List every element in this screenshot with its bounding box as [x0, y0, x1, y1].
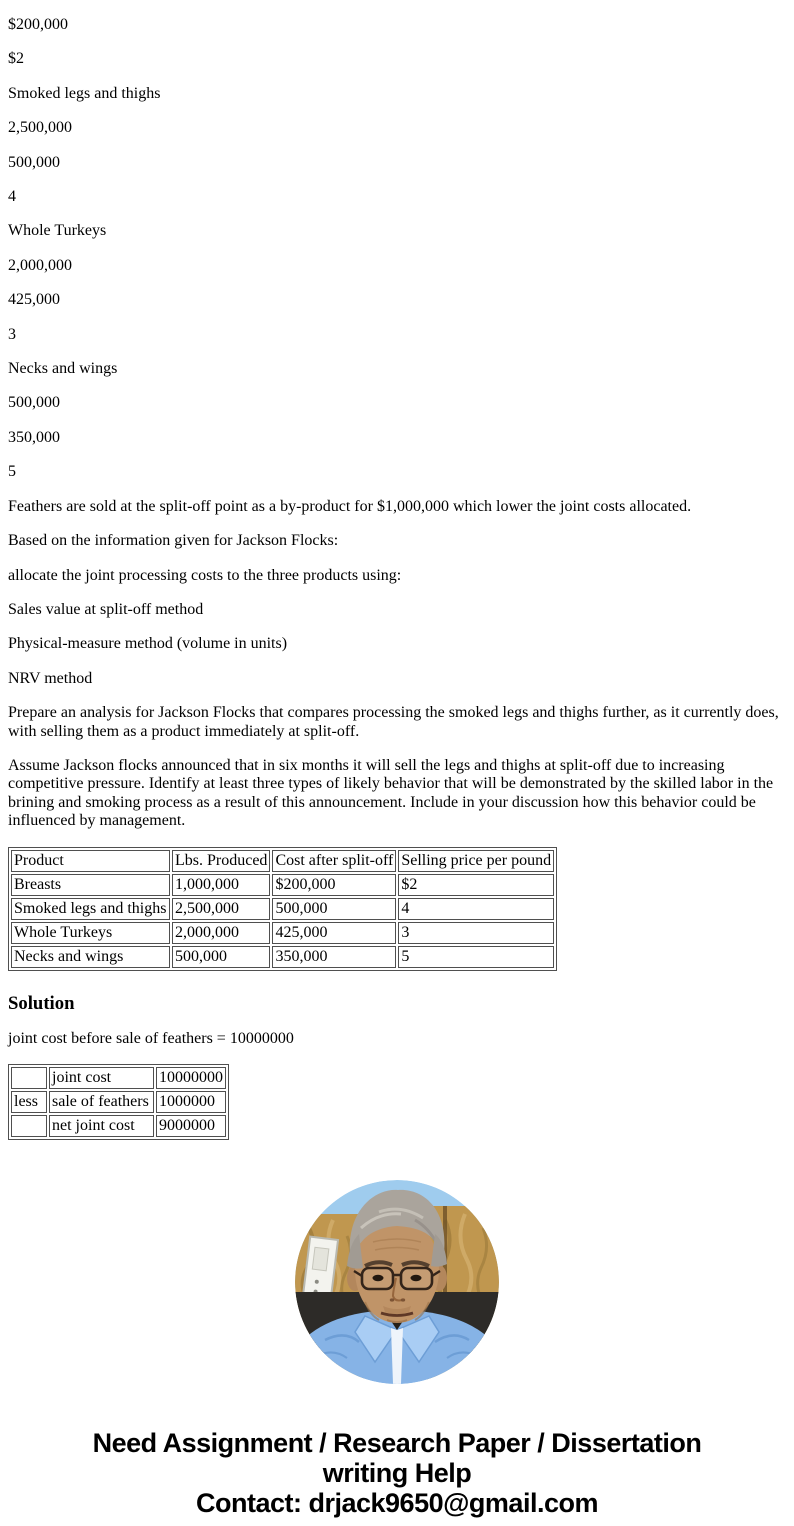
table-cell: net joint cost	[49, 1115, 154, 1137]
portrait-section	[8, 1180, 786, 1384]
table-header-row	[11, 850, 554, 872]
solution-heading: Solution	[8, 992, 75, 1014]
table-cell: 1,000,000	[172, 874, 270, 896]
table-cell: 4	[398, 898, 554, 920]
joint-cost-calc-table	[8, 1064, 229, 1140]
table-cell: Breasts	[11, 874, 170, 896]
table-cell: $200,000	[272, 874, 396, 896]
footer-line: writing Help	[322, 1457, 472, 1488]
footer-help-heading	[8, 1428, 786, 1518]
value-line: Smoked legs and thighs	[8, 84, 161, 102]
table-row	[11, 874, 554, 896]
table-cell	[11, 1115, 47, 1137]
value-line: $200,000	[8, 16, 68, 33]
question-text: NRV method	[8, 669, 93, 687]
table-cell: Whole Turkeys	[11, 922, 170, 944]
question-text: allocate the joint processing costs to the three products using:	[8, 566, 402, 584]
value-line: Necks and wings	[8, 360, 118, 378]
table-cell: $2	[398, 874, 554, 896]
footer-line: Need Assignment / Research Paper / Dissertation	[92, 1427, 702, 1458]
question-text: Prepare an analysis for Jackson Flocks that compares processing the smoked legs and thighs further, as it currently does, with selling them as a product immediately at split-off.	[8, 704, 779, 740]
table-cell: 5	[398, 946, 554, 968]
value-line: 425,000	[8, 291, 60, 309]
table-header-cell: Lbs. Produced	[172, 850, 270, 872]
table-header-cell: Product	[11, 850, 170, 872]
table-row	[11, 946, 554, 968]
table-row	[11, 1115, 226, 1137]
table-cell: 2,000,000	[172, 922, 270, 944]
footer-contact-email: Contact: drjack9650@gmail.com	[196, 1487, 598, 1518]
value-line: 3	[8, 325, 16, 343]
table-row	[11, 922, 554, 944]
table-cell: 10000000	[156, 1067, 226, 1089]
question-text: Based on the information given for Jackson Flocks:	[8, 532, 339, 550]
table-row	[11, 1091, 226, 1113]
table-cell: 500,000	[272, 898, 396, 920]
question-text: Feathers are sold at the split-off point as a by-product for $1,000,000 which lower the joint costs allocated.	[8, 497, 692, 515]
table-row	[11, 898, 554, 920]
table-cell	[11, 1067, 47, 1089]
table-cell: 500,000	[172, 946, 270, 968]
table-cell: sale of feathers	[49, 1091, 154, 1113]
table-cell: less	[11, 1091, 47, 1113]
value-line: 5	[8, 463, 16, 481]
value-line: 4	[8, 188, 16, 206]
table-cell: Smoked legs and thighs	[11, 898, 170, 920]
person-portrait-image	[295, 1180, 499, 1384]
table-cell: 350,000	[272, 946, 396, 968]
value-line: 2,000,000	[8, 256, 72, 274]
product-table	[8, 847, 557, 971]
table-cell: joint cost	[49, 1067, 154, 1089]
question-text: Physical-measure method (volume in units)	[8, 635, 288, 653]
question-text: Assume Jackson flocks announced that in six months it will sell the legs and thighs at split-off due to increasing competitive pressure. Identify at least three types of likely behavior that will be demonstrated by the skilled labor in the brining and smoking process as a result of this announcement. Include in your discussion how this behavior could be influenced by management.	[8, 756, 774, 830]
table-cell: 1000000	[156, 1091, 226, 1113]
table-cell: 425,000	[272, 922, 396, 944]
value-line: 2,500,000	[8, 119, 72, 137]
table-cell: 2,500,000	[172, 898, 270, 920]
table-row	[11, 1067, 226, 1089]
value-line: 500,000	[8, 153, 60, 171]
table-cell: 3	[398, 922, 554, 944]
solution-intro-text: joint cost before sale of feathers = 10000000	[8, 1029, 294, 1047]
table-cell: 9000000	[156, 1115, 226, 1137]
value-line: Whole Turkeys	[8, 222, 107, 240]
table-header-cell: Selling price per pound	[398, 850, 554, 872]
table-header-cell: Cost after split-off	[272, 850, 396, 872]
tutor-photo	[295, 1180, 499, 1384]
question-text: Sales value at split-off method	[8, 600, 204, 618]
value-line: 500,000	[8, 394, 60, 412]
value-line: 350,000	[8, 428, 60, 446]
value-line: $2	[8, 50, 24, 68]
table-cell: Necks and wings	[11, 946, 170, 968]
